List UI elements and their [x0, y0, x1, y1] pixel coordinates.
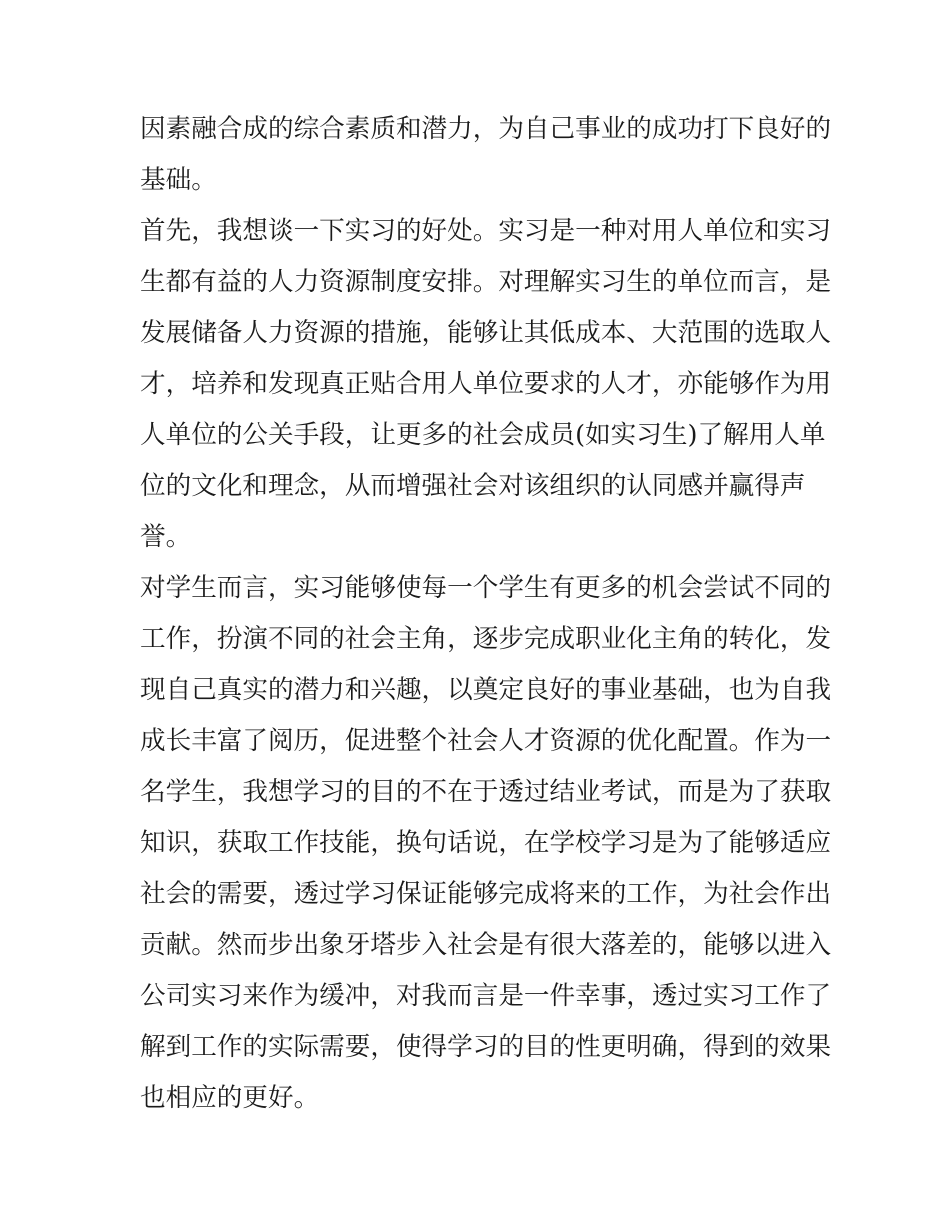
paragraph-2-line-2: 生都有益的人力资源制度安排。对理解实习生的单位而言，是 — [140, 267, 832, 297]
paragraph-2-line-6: 位的文化和理念，从而增强社会对该组织的认同感并赢得声 — [140, 471, 806, 501]
paragraph-1-line-1: 因素融合成的综合素质和潜力，为自己事业的成功打下良好的 — [140, 114, 832, 144]
paragraph-3-line-4: 成长丰富了阅历，促进整个社会人才资源的优化配置。作为一 — [140, 726, 832, 756]
paragraph-1-line-2: 基础。 — [140, 165, 217, 195]
paragraph-2-line-5: 人单位的公关手段，让更多的社会成员(如实习生)了解用人单 — [140, 420, 826, 450]
document-body — [140, 104, 832, 1124]
paragraph-3-line-6: 知识，获取工作技能，换句话说，在学校学习是为了能够适应 — [140, 828, 832, 858]
paragraph-3-line-9: 公司实习来作为缓冲，对我而言是一件幸事，透过实习工作了 — [140, 981, 832, 1011]
paragraph-2-line-7: 誉。 — [140, 522, 192, 552]
paragraph-3-line-11: 也相应的更好。 — [140, 1083, 320, 1113]
paragraph-3-line-1: 对学生而言，实习能够使每一个学生有更多的机会尝试不同的 — [140, 573, 832, 603]
paragraph-2-line-1: 首先，我想谈一下实习的好处。实习是一种对用人单位和实习 — [140, 216, 832, 246]
paragraph-3-line-5: 名学生，我想学习的目的不在于透过结业考试，而是为了获取 — [140, 777, 832, 807]
paragraph-3-line-3: 现自己真实的潜力和兴趣，以奠定良好的事业基础，也为自我 — [140, 675, 832, 705]
paragraph-2-line-4: 才，培养和发现真正贴合用人单位要求的人才，亦能够作为用 — [140, 369, 832, 399]
paragraph-3-line-2: 工作，扮演不同的社会主角，逐步完成职业化主角的转化，发 — [140, 624, 832, 654]
paragraph-2-line-3: 发展储备人力资源的措施，能够让其低成本、大范围的选取人 — [140, 318, 832, 348]
paragraph-3-line-8: 贡献。然而步出象牙塔步入社会是有很大落差的，能够以进入 — [140, 930, 832, 960]
paragraph-3-line-10: 解到工作的实际需要，使得学习的目的性更明确，得到的效果 — [140, 1032, 832, 1062]
paragraph-3-line-7: 社会的需要，透过学习保证能够完成将来的工作，为社会作出 — [140, 879, 832, 909]
